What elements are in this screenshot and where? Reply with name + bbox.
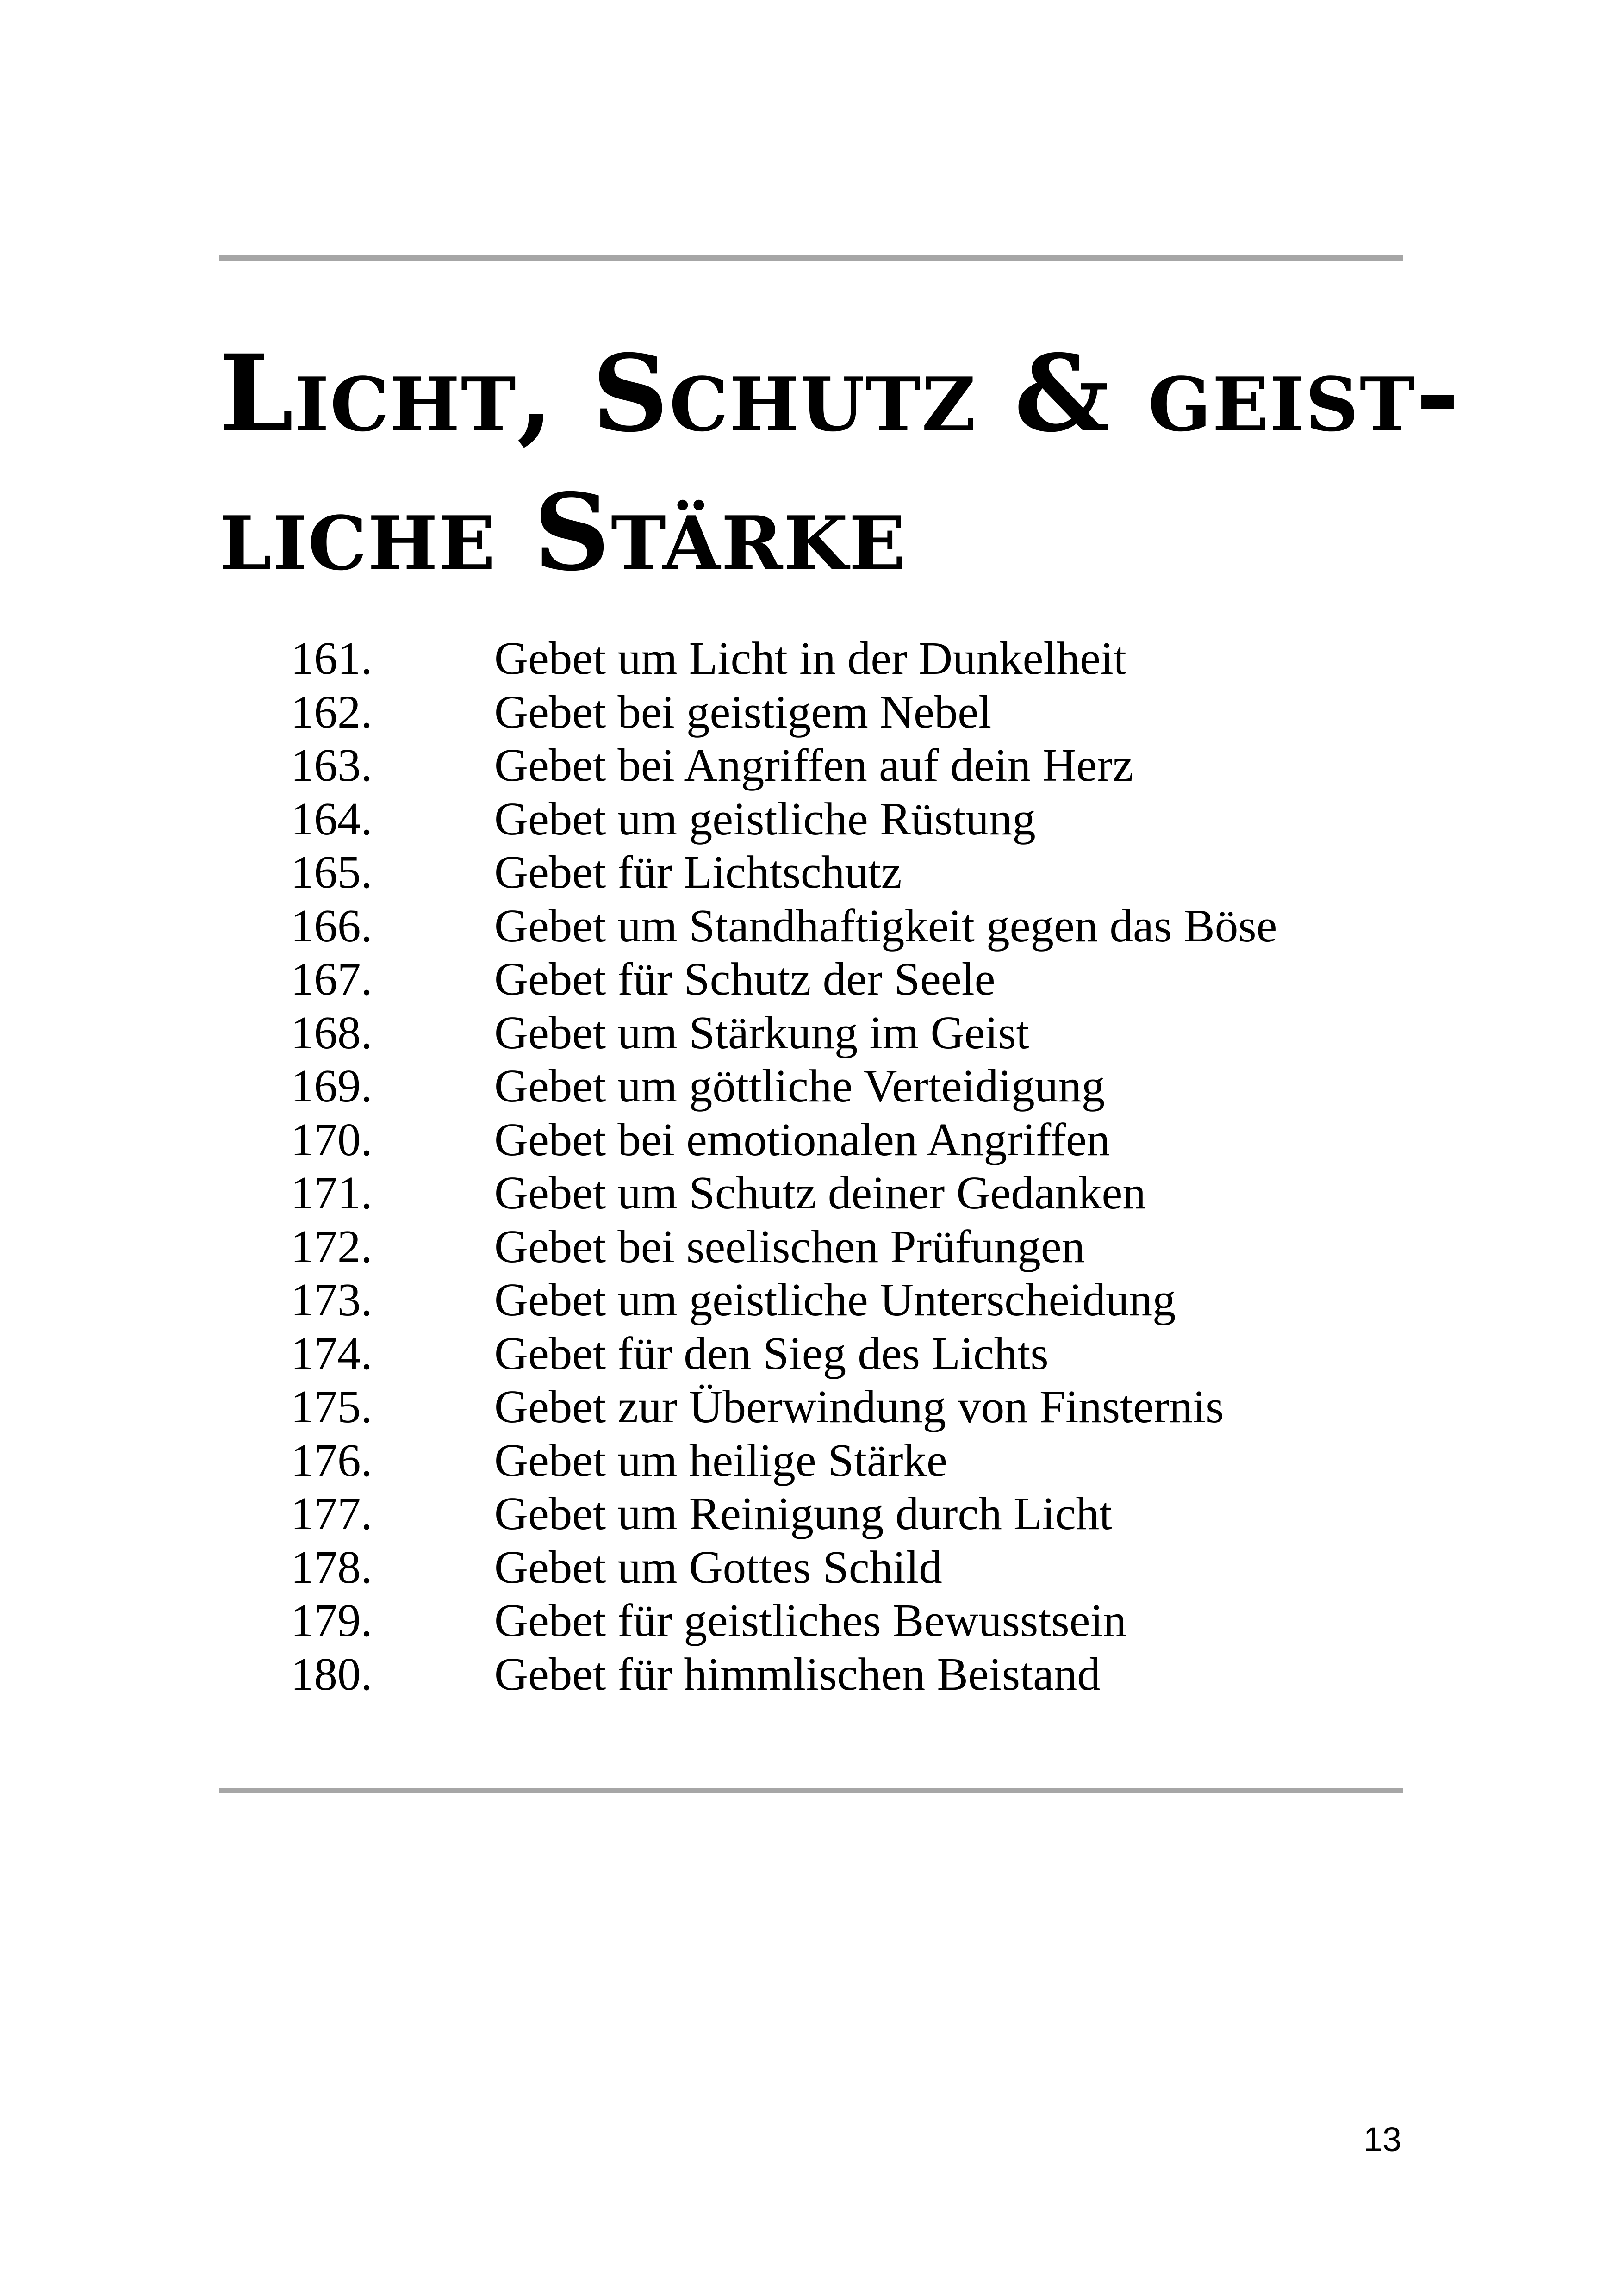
list-item-title: Gebet für geistliches Bewusstsein (494, 1594, 1127, 1646)
chapter-heading (219, 324, 1461, 602)
list-item-title: Gebet um Gottes Schild (494, 1541, 942, 1593)
list-item-number: 168. (291, 1006, 373, 1058)
list-item (291, 1273, 1355, 1327)
list-item-number: 162. (291, 685, 373, 738)
list-item (291, 1487, 1355, 1541)
list-item-title: Gebet um heilige Stärke (494, 1434, 947, 1486)
list-item-title: Gebet bei seelischen Prüfungen (494, 1220, 1085, 1272)
top-divider (219, 255, 1403, 261)
list-item-number: 174. (291, 1327, 373, 1379)
list-item-number: 161. (291, 632, 373, 684)
list-item (291, 1648, 1355, 1701)
list-item (291, 1166, 1355, 1220)
list-item (291, 792, 1355, 846)
list-item-title: Gebet um Reinigung durch Licht (494, 1487, 1113, 1539)
list-item-number: 166. (291, 899, 373, 952)
list-item-title: Gebet bei emotionalen Angriffen (494, 1113, 1110, 1165)
list-item-title: Gebet bei Angriffen auf dein Herz (494, 739, 1133, 791)
list-item-number: 165. (291, 846, 373, 898)
list-item (291, 899, 1355, 953)
list-item-title: Gebet zur Überwindung von Finsternis (494, 1381, 1224, 1432)
list-item-title: Gebet um Schutz deiner Gedanken (494, 1167, 1146, 1219)
list-item-title: Gebet für Schutz der Seele (494, 953, 996, 1005)
list-item-title: Gebet um geistliche Rüstung (494, 792, 1036, 845)
list-item (291, 1113, 1355, 1167)
list-item-number: 179. (291, 1594, 373, 1646)
list-item-number: 173. (291, 1274, 373, 1325)
list-item-title: Gebet um Standhaftigkeit gegen das Böse (494, 899, 1277, 952)
list-item-number: 178. (291, 1541, 373, 1593)
list-item-title: Gebet um göttliche Verteidigung (494, 1060, 1105, 1112)
list-item-number: 164. (291, 792, 373, 845)
list-item-number: 163. (291, 739, 373, 791)
list-item-title: Gebet um geistliche Unterscheidung (494, 1274, 1176, 1325)
list-item-number: 171. (291, 1167, 373, 1219)
list-item-title: Gebet für Lichtschutz (494, 846, 902, 898)
list-item-title: Gebet für himmlischen Beistand (494, 1648, 1101, 1700)
list-item-number: 180. (291, 1648, 373, 1700)
list-item-number: 177. (291, 1487, 373, 1539)
list-item (291, 1327, 1355, 1381)
list-item-title: Gebet um Licht in der Dunkelheit (494, 632, 1126, 684)
list-item (291, 1541, 1355, 1594)
chapter-heading-line-2: liche Stärke (219, 470, 907, 594)
list-item-title: Gebet für den Sieg des Lichts (494, 1327, 1049, 1379)
list-item-title: Gebet um Stärkung im Geist (494, 1006, 1029, 1058)
page-number: 13 (1363, 2120, 1401, 2159)
list-item-number: 172. (291, 1220, 373, 1272)
list-item (291, 739, 1355, 792)
list-item-number: 170. (291, 1113, 373, 1165)
list-item-number: 176. (291, 1434, 373, 1486)
bottom-divider (219, 1788, 1403, 1793)
list-item (291, 1594, 1355, 1648)
list-item (291, 632, 1355, 685)
list-item (291, 1220, 1355, 1274)
list-item (291, 1380, 1355, 1434)
prayer-list (291, 632, 1355, 1701)
list-item-title: Gebet bei geistigem Nebel (494, 685, 992, 738)
list-item (291, 1434, 1355, 1487)
list-item-number: 175. (291, 1381, 373, 1432)
list-item-number: 167. (291, 953, 373, 1005)
chapter-heading-line-1: Licht, Schutz & geist- (219, 331, 1461, 455)
list-item-number: 169. (291, 1060, 373, 1112)
list-item (291, 846, 1355, 899)
list-item (291, 685, 1355, 739)
list-item (291, 1006, 1355, 1060)
list-item (291, 952, 1355, 1006)
list-item (291, 1059, 1355, 1113)
